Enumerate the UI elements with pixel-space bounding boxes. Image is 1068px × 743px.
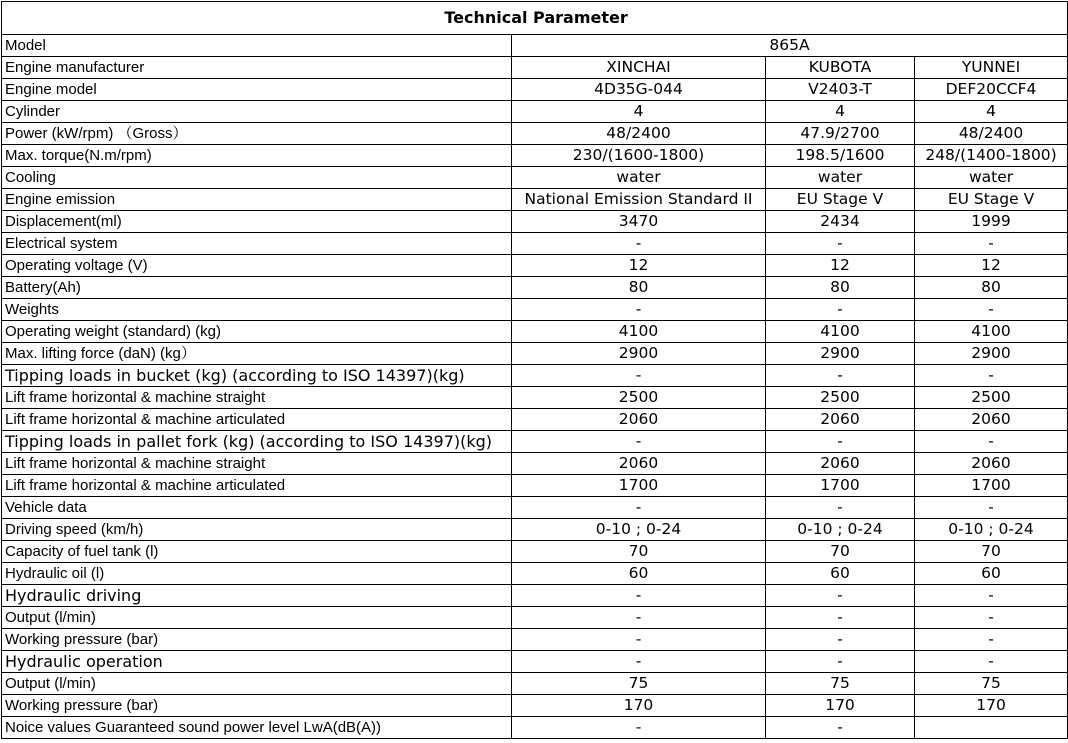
table-row [2, 607, 1068, 629]
row-value: - [766, 629, 915, 651]
row-value: - [766, 431, 915, 453]
row-label: Driving speed (km/h) [2, 519, 512, 541]
row-value: 4100 [512, 321, 766, 343]
row-value: 170 [512, 695, 766, 717]
row-value: EU Stage V [766, 189, 915, 211]
row-label: Power (kW/rpm) （Gross） [2, 123, 512, 145]
row-value: - [915, 585, 1068, 607]
row-value: - [512, 497, 766, 519]
row-value: - [915, 497, 1068, 519]
table-row [2, 189, 1068, 211]
table-row [2, 695, 1068, 717]
table-row [2, 79, 1068, 101]
row-value: EU Stage V [915, 189, 1068, 211]
technical-parameter-table [1, 1, 1068, 739]
row-label: Hydraulic operation [2, 651, 512, 673]
row-value: - [915, 607, 1068, 629]
row-label: Lift frame horizontal & machine straight [2, 453, 512, 475]
row-value: 1700 [512, 475, 766, 497]
row-value: - [766, 607, 915, 629]
row-value: 2060 [766, 453, 915, 475]
table-row [2, 145, 1068, 167]
row-value: - [915, 629, 1068, 651]
row-value: YUNNEI [915, 57, 1068, 79]
row-label: Hydraulic oil (l) [2, 563, 512, 585]
row-value: 2060 [512, 409, 766, 431]
row-value: - [915, 365, 1068, 387]
row-value: water [915, 167, 1068, 189]
row-label: Tipping loads in pallet fork (kg) (according to ISO 14397)(kg) [2, 431, 512, 453]
row-value: - [512, 717, 766, 739]
row-value: 75 [915, 673, 1068, 695]
row-value: 170 [915, 695, 1068, 717]
model-value: 865A [512, 35, 1068, 57]
row-value: - [915, 651, 1068, 673]
table-row [2, 409, 1068, 431]
row-label: Weights [2, 299, 512, 321]
row-value: 2900 [766, 343, 915, 365]
row-value: 12 [512, 255, 766, 277]
row-label: Displacement(ml) [2, 211, 512, 233]
row-value: 0-10 ; 0-24 [512, 519, 766, 541]
row-label: Engine emission [2, 189, 512, 211]
row-value: - [766, 299, 915, 321]
row-label: Working pressure (bar) [2, 695, 512, 717]
row-value: - [915, 299, 1068, 321]
row-value: 75 [512, 673, 766, 695]
row-value: 47.9/2700 [766, 123, 915, 145]
row-label: Battery(Ah) [2, 277, 512, 299]
table-row [2, 563, 1068, 585]
table-row [2, 673, 1068, 695]
row-value: 60 [915, 563, 1068, 585]
row-value: 70 [915, 541, 1068, 563]
row-value: 75 [766, 673, 915, 695]
table-row [2, 431, 1068, 453]
row-value: - [766, 365, 915, 387]
row-value: 1700 [915, 475, 1068, 497]
row-value: 2434 [766, 211, 915, 233]
table-row [2, 497, 1068, 519]
row-value: 198.5/1600 [766, 145, 915, 167]
row-value: 4 [915, 101, 1068, 123]
row-value: - [512, 431, 766, 453]
row-label: Capacity of fuel tank (l) [2, 541, 512, 563]
model-label: Model [2, 35, 512, 57]
row-value: 2060 [512, 453, 766, 475]
row-label: Operating weight (standard) (kg) [2, 321, 512, 343]
row-value: 4 [766, 101, 915, 123]
row-label: Engine model [2, 79, 512, 101]
table-row [2, 717, 1068, 739]
row-value: 4 [512, 101, 766, 123]
row-value: - [766, 233, 915, 255]
row-value: - [512, 607, 766, 629]
row-value: KUBOTA [766, 57, 915, 79]
row-value: 2060 [915, 453, 1068, 475]
table-row [2, 211, 1068, 233]
row-value: 80 [915, 277, 1068, 299]
table-row [2, 255, 1068, 277]
row-value: 12 [915, 255, 1068, 277]
row-value: 2060 [915, 409, 1068, 431]
row-value: - [512, 365, 766, 387]
row-value: 60 [512, 563, 766, 585]
row-value: 70 [512, 541, 766, 563]
row-value: 4D35G-044 [512, 79, 766, 101]
table-row [2, 321, 1068, 343]
table-row [2, 387, 1068, 409]
table-row [2, 57, 1068, 79]
row-value: 4100 [766, 321, 915, 343]
table-row [2, 233, 1068, 255]
row-label: Operating voltage (V) [2, 255, 512, 277]
table-row [2, 453, 1068, 475]
table-row [2, 365, 1068, 387]
row-label: Cylinder [2, 101, 512, 123]
table-row [2, 519, 1068, 541]
row-value: - [512, 233, 766, 255]
row-value: National Emission Standard II [512, 189, 766, 211]
row-value: - [512, 629, 766, 651]
row-value: - [766, 497, 915, 519]
row-label: Noice values Guaranteed sound power level LwA(dB(A)) [2, 717, 512, 739]
row-label: Max. lifting force (daN) (kg） [2, 343, 512, 365]
row-value: - [766, 717, 915, 739]
row-value: 2900 [512, 343, 766, 365]
table-title: Technical Parameter [2, 2, 1068, 35]
row-value: 80 [512, 277, 766, 299]
row-label: Hydraulic driving [2, 585, 512, 607]
row-label: Output (l/min) [2, 607, 512, 629]
row-value: 12 [766, 255, 915, 277]
row-value: 0-10 ; 0-24 [766, 519, 915, 541]
row-value: - [512, 585, 766, 607]
row-value: 170 [766, 695, 915, 717]
table-row [2, 475, 1068, 497]
row-value: 80 [766, 277, 915, 299]
row-value: 2060 [766, 409, 915, 431]
row-value: 2900 [915, 343, 1068, 365]
row-label: Engine manufacturer [2, 57, 512, 79]
row-value: - [915, 431, 1068, 453]
row-value: 230/(1600-1800) [512, 145, 766, 167]
row-value: DEF20CCF4 [915, 79, 1068, 101]
row-value: 48/2400 [915, 123, 1068, 145]
row-value: - [512, 651, 766, 673]
row-label: Electrical system [2, 233, 512, 255]
table-row [2, 167, 1068, 189]
row-value: 1700 [766, 475, 915, 497]
row-label: Output (l/min) [2, 673, 512, 695]
row-value: 60 [766, 563, 915, 585]
row-label: Max. torque(N.m/rpm) [2, 145, 512, 167]
row-value: 2500 [766, 387, 915, 409]
table-row [2, 299, 1068, 321]
row-value: water [766, 167, 915, 189]
row-label: Lift frame horizontal & machine straight [2, 387, 512, 409]
row-value: 1999 [915, 211, 1068, 233]
row-value: 0-10 ; 0-24 [915, 519, 1068, 541]
row-label: Lift frame horizontal & machine articulated [2, 475, 512, 497]
row-value: 4100 [915, 321, 1068, 343]
row-value: water [512, 167, 766, 189]
row-label: Working pressure (bar) [2, 629, 512, 651]
table-row [2, 629, 1068, 651]
row-value: 248/(1400-1800) [915, 145, 1068, 167]
row-label: Lift frame horizontal & machine articulated [2, 409, 512, 431]
row-value: - [766, 585, 915, 607]
row-value: - [915, 233, 1068, 255]
table-row [2, 585, 1068, 607]
row-label: Vehicle data [2, 497, 512, 519]
table-row [2, 101, 1068, 123]
row-label: Cooling [2, 167, 512, 189]
row-value: XINCHAI [512, 57, 766, 79]
row-value: 3470 [512, 211, 766, 233]
row-label: Tipping loads in bucket (kg) (according to ISO 14397)(kg) [2, 365, 512, 387]
table-row [2, 123, 1068, 145]
row-value: - [512, 299, 766, 321]
title-row [2, 2, 1068, 35]
row-value [915, 717, 1068, 739]
row-value: - [766, 651, 915, 673]
table-row [2, 343, 1068, 365]
row-value: 2500 [915, 387, 1068, 409]
table-row [2, 541, 1068, 563]
row-value: 48/2400 [512, 123, 766, 145]
table-row [2, 277, 1068, 299]
table-row [2, 651, 1068, 673]
row-value: V2403-T [766, 79, 915, 101]
model-row [2, 35, 1068, 57]
row-value: 70 [766, 541, 915, 563]
row-value: 2500 [512, 387, 766, 409]
